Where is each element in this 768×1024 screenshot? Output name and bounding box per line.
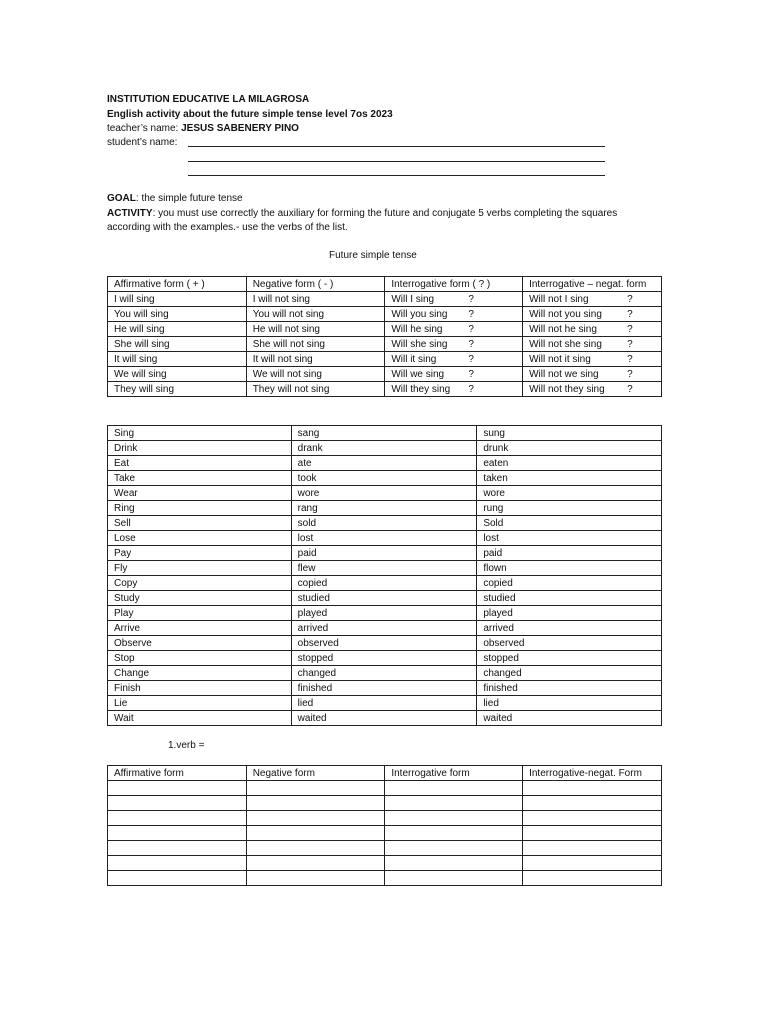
table-cell: flown (477, 561, 662, 576)
question-mark: ? (627, 383, 633, 395)
cell-text: Will I sing (391, 293, 435, 305)
table-cell: played (477, 606, 662, 621)
table-cell: drank (291, 441, 477, 456)
blank-answer-cell[interactable] (108, 856, 247, 871)
table-cell: Eat (108, 456, 292, 471)
table-header-row (108, 277, 662, 292)
cell-text: Will not it sing (529, 353, 591, 365)
table-cell: eaten (477, 456, 662, 471)
table-cell: took (291, 471, 477, 486)
table-cell: stopped (477, 651, 662, 666)
table-row (108, 516, 662, 531)
table-cell: We will not sing (246, 367, 385, 382)
table-cell: drunk (477, 441, 662, 456)
table-cell: It will not sing (246, 352, 385, 367)
table-cell: She will not sing (246, 337, 385, 352)
table-cell: Stop (108, 651, 292, 666)
table-cell: ate (291, 456, 477, 471)
table-cell: Play (108, 606, 292, 621)
blank-answer-cell[interactable] (523, 826, 662, 841)
table-cell: Sell (108, 516, 292, 531)
question-mark: ? (468, 338, 474, 350)
table-row (108, 322, 662, 337)
table-row (108, 841, 662, 856)
question-mark: ? (627, 353, 633, 365)
activity-text-1: : you must use correctly the auxiliary for forming the future and conjugate 5 verbs completing the squares (152, 208, 618, 219)
table-cell: arrived (291, 621, 477, 636)
question-mark: ? (627, 308, 633, 320)
verbs-list-table (107, 425, 662, 726)
table-cell: Study (108, 591, 292, 606)
blank-answer-cell[interactable] (523, 811, 662, 826)
blank-answer-cell[interactable] (385, 871, 523, 886)
table-cell: played (291, 606, 477, 621)
table-cell: flew (291, 561, 477, 576)
blank-answer-cell[interactable] (108, 811, 247, 826)
table-cell: rang (291, 501, 477, 516)
table-cell (385, 307, 523, 322)
cell-text: Will they sing (391, 383, 451, 395)
table-cell: Observe (108, 636, 292, 651)
blank-answer-cell[interactable] (108, 871, 247, 886)
table-cell: Ring (108, 501, 292, 516)
table-cell (523, 292, 662, 307)
table-row (108, 352, 662, 367)
cell-text: Will he sing (391, 323, 443, 335)
table-cell: studied (291, 591, 477, 606)
blank-answer-cell[interactable] (246, 796, 385, 811)
question-mark: ? (468, 308, 474, 320)
table-cell: I will sing (108, 292, 247, 307)
table-cell: changed (291, 666, 477, 681)
table-row (108, 486, 662, 501)
table-cell: Wait (108, 711, 292, 726)
table-cell (385, 382, 523, 397)
column-header: Interrogative-negat. Form (523, 766, 662, 781)
activity-text-2: according with the examples.- use the verbs of the list. (107, 222, 348, 233)
table-cell: lied (477, 696, 662, 711)
table-cell: He will sing (108, 322, 247, 337)
table-cell: Arrive (108, 621, 292, 636)
table-row (108, 666, 662, 681)
table-cell: lost (477, 531, 662, 546)
cell-text: Will not he sing (529, 323, 597, 335)
column-header: Negative form (246, 766, 385, 781)
blank-answer-cell[interactable] (246, 781, 385, 796)
question-mark: ? (627, 293, 633, 305)
student-label: student’s name: (107, 137, 178, 148)
student-name-line-1[interactable] (188, 146, 605, 147)
table-cell: arrived (477, 621, 662, 636)
question-mark: ? (468, 368, 474, 380)
table-cell: paid (291, 546, 477, 561)
blank-answer-cell[interactable] (385, 841, 523, 856)
table-row (108, 367, 662, 382)
table-row (108, 696, 662, 711)
table-cell: Drink (108, 441, 292, 456)
table-row (108, 871, 662, 886)
question-mark: ? (627, 368, 633, 380)
table-cell: Lose (108, 531, 292, 546)
table-cell: They will sing (108, 382, 247, 397)
cell-text: Will she sing (391, 338, 448, 350)
blank-answer-cell[interactable] (108, 826, 247, 841)
table-row (108, 591, 662, 606)
table-cell: They will not sing (246, 382, 385, 397)
column-header: Interrogative form (385, 766, 523, 781)
table-cell (385, 352, 523, 367)
table-cell: sung (477, 426, 662, 441)
blank-answer-cell[interactable] (108, 781, 247, 796)
table-cell: Wear (108, 486, 292, 501)
table-cell: Lie (108, 696, 292, 711)
table-row (108, 546, 662, 561)
blank-answer-cell[interactable] (385, 856, 523, 871)
table-cell: lost (291, 531, 477, 546)
table-cell (523, 307, 662, 322)
exercise-table (107, 765, 662, 886)
table-cell: lied (291, 696, 477, 711)
column-header: Interrogative form ( ? ) (385, 277, 523, 292)
column-header: Affirmative form ( + ) (108, 277, 247, 292)
table-row (108, 856, 662, 871)
blank-answer-cell[interactable] (523, 781, 662, 796)
table-cell (523, 337, 662, 352)
table-cell: stopped (291, 651, 477, 666)
table-cell: copied (291, 576, 477, 591)
table-cell: waited (291, 711, 477, 726)
blank-answer-cell[interactable] (246, 871, 385, 886)
table-cell: It will sing (108, 352, 247, 367)
blank-answer-cell[interactable] (523, 856, 662, 871)
column-header: Negative form ( - ) (246, 277, 385, 292)
table-row (108, 781, 662, 796)
table-cell: rung (477, 501, 662, 516)
table-row (108, 811, 662, 826)
activity-label: ACTIVITY (107, 208, 153, 219)
table-row (108, 681, 662, 696)
activity-line (107, 207, 617, 220)
table-row (108, 501, 662, 516)
column-header: Interrogative – negat. form (523, 277, 662, 292)
table-cell: Copy (108, 576, 292, 591)
table-cell (523, 322, 662, 337)
table-cell: finished (291, 681, 477, 696)
table-cell (523, 367, 662, 382)
table-cell: He will not sing (246, 322, 385, 337)
table-cell: We will sing (108, 367, 247, 382)
table-cell: observed (477, 636, 662, 651)
table-cell (523, 382, 662, 397)
table-cell: paid (477, 546, 662, 561)
goal-line (107, 192, 243, 205)
table-row (108, 636, 662, 651)
cell-text: Will we sing (391, 368, 445, 380)
table-cell (385, 337, 523, 352)
future-simple-table (107, 276, 662, 397)
blank-answer-cell[interactable] (246, 841, 385, 856)
table-cell: Sold (477, 516, 662, 531)
cell-text: Will not I sing (529, 293, 589, 305)
table-row (108, 826, 662, 841)
table-row (108, 337, 662, 352)
table-row (108, 606, 662, 621)
table-row (108, 711, 662, 726)
blank-answer-cell[interactable] (385, 826, 523, 841)
question-mark: ? (468, 293, 474, 305)
table-row (108, 796, 662, 811)
table-row (108, 292, 662, 307)
table-cell: changed (477, 666, 662, 681)
table-cell (385, 292, 523, 307)
blank-answer-cell[interactable] (523, 796, 662, 811)
activity-title: English activity about the future simple tense level 7os 2023 (107, 109, 393, 120)
column-header: Affirmative form (108, 766, 247, 781)
table-row (108, 441, 662, 456)
table-cell: She will sing (108, 337, 247, 352)
goal-text: : the simple future tense (135, 193, 243, 204)
question-mark: ? (627, 323, 633, 335)
question-mark: ? (627, 338, 633, 350)
table-cell: sang (291, 426, 477, 441)
blank-answer-cell[interactable] (385, 781, 523, 796)
table-cell (385, 322, 523, 337)
blank-answer-cell[interactable] (523, 871, 662, 886)
cell-text: Will not you sing (529, 308, 602, 320)
cell-text: Will not we sing (529, 368, 599, 380)
table-row (108, 561, 662, 576)
table-cell: Take (108, 471, 292, 486)
blank-answer-cell[interactable] (246, 811, 385, 826)
table-row (108, 651, 662, 666)
table-row (108, 307, 662, 322)
blank-answer-cell[interactable] (108, 796, 247, 811)
exercise-verb-label: 1.verb = (168, 740, 205, 751)
blank-answer-cell[interactable] (108, 841, 247, 856)
blank-answer-cell[interactable] (523, 841, 662, 856)
student-name-line-3[interactable] (188, 175, 605, 176)
table-cell (523, 352, 662, 367)
table-cell: Pay (108, 546, 292, 561)
goal-label: GOAL (107, 193, 136, 204)
question-mark: ? (468, 353, 474, 365)
teacher-label: teacher’s name: (107, 123, 182, 134)
table-row (108, 456, 662, 471)
question-mark: ? (468, 383, 474, 395)
future-table-caption: Future simple tense (329, 250, 417, 261)
table-cell: waited (477, 711, 662, 726)
blank-answer-cell[interactable] (246, 856, 385, 871)
institution-name: INSTITUTION EDUCATIVE LA MILAGROSA (107, 94, 310, 105)
table-cell: finished (477, 681, 662, 696)
blank-answer-cell[interactable] (246, 826, 385, 841)
teacher-line (107, 122, 299, 135)
student-name-line-2[interactable] (188, 161, 605, 162)
teacher-name: JESUS SABENERY PINO (181, 123, 299, 134)
cell-text: Will it sing (391, 353, 437, 365)
table-cell: studied (477, 591, 662, 606)
table-cell: I will not sing (246, 292, 385, 307)
table-cell: observed (291, 636, 477, 651)
table-cell (385, 367, 523, 382)
table-cell: copied (477, 576, 662, 591)
cell-text: Will not they sing (529, 383, 605, 395)
table-row (108, 531, 662, 546)
table-cell: You will sing (108, 307, 247, 322)
table-cell: Finish (108, 681, 292, 696)
question-mark: ? (468, 323, 474, 335)
table-cell: wore (477, 486, 662, 501)
table-header-row (108, 766, 662, 781)
table-row (108, 576, 662, 591)
table-cell: You will not sing (246, 307, 385, 322)
blank-answer-cell[interactable] (385, 811, 523, 826)
table-row (108, 471, 662, 486)
table-cell: sold (291, 516, 477, 531)
table-cell: Change (108, 666, 292, 681)
table-row (108, 621, 662, 636)
table-cell: Fly (108, 561, 292, 576)
table-cell: wore (291, 486, 477, 501)
cell-text: Will not she sing (529, 338, 602, 350)
blank-answer-cell[interactable] (385, 796, 523, 811)
table-cell: Sing (108, 426, 292, 441)
table-cell: taken (477, 471, 662, 486)
cell-text: Will you sing (391, 308, 448, 320)
table-row (108, 426, 662, 441)
table-row (108, 382, 662, 397)
